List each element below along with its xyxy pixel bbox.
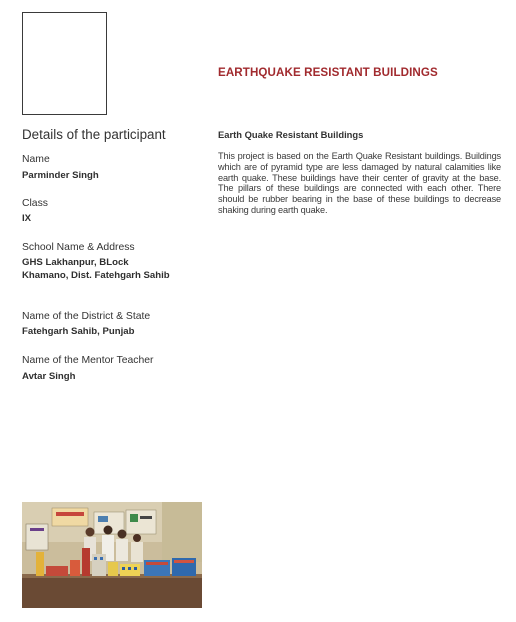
district-value: Fatehgarh Sahib, Punjab bbox=[22, 326, 135, 337]
school-address-line-1: GHS Lakhanpur, BLock bbox=[22, 257, 129, 268]
school-label: School Name & Address bbox=[22, 242, 135, 253]
class-label: Class bbox=[22, 198, 48, 209]
name-value: Parminder Singh bbox=[22, 170, 99, 181]
name-label: Name bbox=[22, 154, 50, 165]
district-label: Name of the District & State bbox=[22, 311, 151, 322]
participant-photo-placeholder bbox=[22, 12, 107, 115]
mentor-value: Avtar Singh bbox=[22, 371, 76, 382]
mentor-label: Name of the Mentor Teacher bbox=[22, 355, 154, 366]
project-heading: Earth Quake Resistant Buildings bbox=[218, 129, 364, 140]
class-value: IX bbox=[22, 213, 32, 224]
school-address-line-2: Khamano, Dist. Fatehgarh Sahib bbox=[22, 270, 170, 281]
project-description: This project is based on the Earth Quake Resistant buildings. Buildings which are of pyramid type are less damaged by natural calamities like earth quake. These buildings have their center of gravity at the base. The pillars of these buildings are connected with each other. There should be rubber bearing in the base of these buildings to decrease shaking during earth quake. bbox=[218, 151, 501, 215]
participant-details-heading: Details of the participant bbox=[22, 127, 166, 142]
project-title: EARTHQUAKE RESISTANT BUILDINGS bbox=[218, 66, 438, 79]
project-exhibition-photo bbox=[22, 502, 202, 608]
